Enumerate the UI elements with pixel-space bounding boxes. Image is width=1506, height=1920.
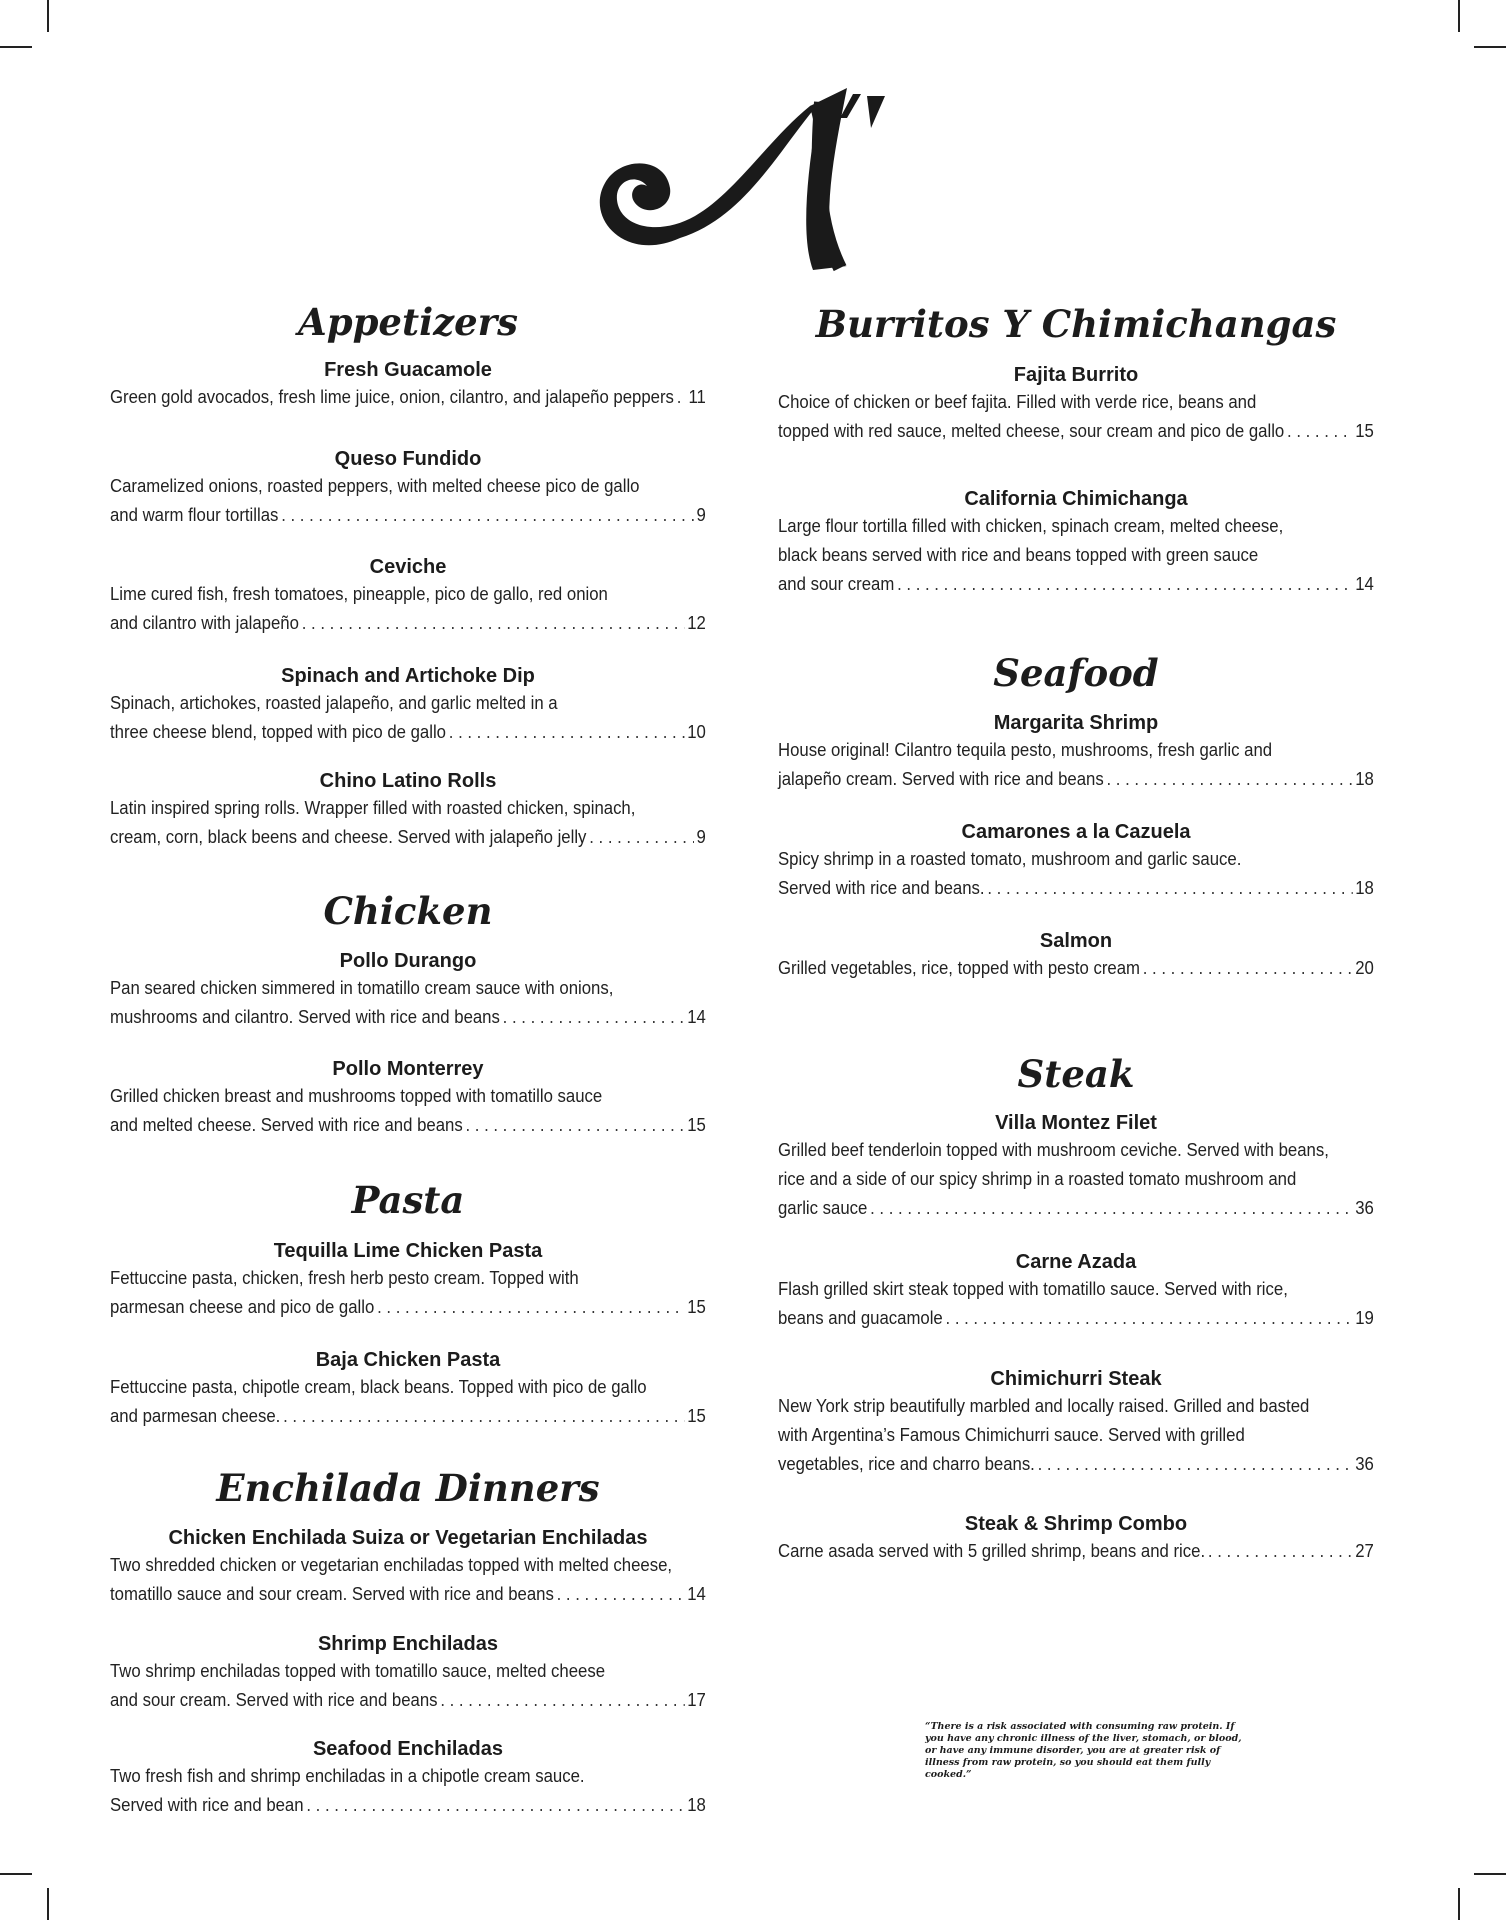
menu-item-price: 9 (696, 827, 706, 847)
menu-item-pollo-monterrey (110, 1056, 706, 1140)
menu-item-price: 18 (687, 1795, 706, 1815)
menu-item-chicken-enchilada-suiza-or-vegetarian-enchiladas (110, 1525, 706, 1609)
menu-item-name: Baja Chicken Pasta (315, 1349, 501, 1371)
menu-item-name: Fajita Burrito (1013, 364, 1139, 386)
menu-item-price-line (110, 501, 706, 530)
menu-item-price-line (110, 1003, 706, 1032)
menu-item-ceviche (110, 554, 706, 638)
menu-item-price-line (110, 1686, 706, 1715)
dot-leader (897, 570, 1352, 599)
menu-item-description: beans and guacamole (778, 1308, 943, 1328)
menu-item-description: Large flour tortilla filled with chicken, spinach cream, melted cheese, (778, 516, 1284, 536)
menu-item-price: 10 (687, 722, 706, 742)
crop-mark (0, 46, 32, 48)
menu-item-name: Villa Montez Filet (995, 1112, 1157, 1134)
menu-item-description: Grilled chicken breast and mushrooms topped with tomatillo sauce (110, 1086, 603, 1106)
menu-item-name: Pollo Monterrey (332, 1058, 484, 1080)
dot-leader (1208, 1537, 1353, 1566)
menu-item-steak-shrimp-combo (778, 1511, 1374, 1566)
menu-item-description: Two fresh fish and shrimp enchiladas in a chipotle cream sauce. (110, 1766, 585, 1786)
dot-leader (557, 1580, 685, 1609)
menu-item-price-line (110, 1580, 706, 1609)
menu-item-name: Fresh Guacamole (324, 359, 492, 381)
menu-item-price: 36 (1355, 1454, 1374, 1474)
menu-item-price-line (110, 1791, 706, 1820)
menu-item-description: vegetables, rice and charro beans. (778, 1454, 1035, 1474)
dot-leader (1287, 417, 1352, 446)
menu-item-price-line (778, 570, 1374, 599)
menu-item-description: parmesan cheese and pico de gallo (110, 1297, 375, 1317)
crop-mark (1458, 1888, 1460, 1920)
menu-item-description: Green gold avocados, fresh lime juice, onion, cilantro, and jalapeño peppers (110, 387, 674, 407)
menu-item-description: with Argentina’s Famous Chimichurri sauce. Served with grilled (778, 1425, 1245, 1445)
menu-item-description: Caramelized onions, roasted peppers, with melted cheese pico de gallo (110, 476, 640, 496)
dot-leader (1106, 765, 1352, 794)
crop-mark (47, 0, 49, 32)
menu-item-price-line (778, 417, 1374, 446)
menu-item-description: jalapeño cream. Served with rice and beans (778, 769, 1104, 789)
menu-item-price: 20 (1355, 958, 1374, 978)
menu-item-price-line (778, 1304, 1374, 1333)
dot-leader (281, 501, 694, 530)
dot-leader (465, 1111, 684, 1140)
menu-item-name: Shrimp Enchiladas (317, 1633, 499, 1655)
menu-item-price-line (778, 954, 1374, 983)
menu-item-price-line (778, 1450, 1374, 1479)
menu-item-name: Steak & Shrimp Combo (964, 1513, 1188, 1535)
menu-item-price: 15 (687, 1115, 706, 1135)
menu-item-shrimp-enchiladas (110, 1631, 706, 1715)
menu-item-description: and sour cream (778, 574, 895, 594)
menu-item-price: 19 (1355, 1308, 1374, 1328)
menu-item-price: 12 (687, 613, 706, 633)
menu-item-margarita-shrimp (778, 710, 1374, 794)
menu-item-name: Salmon (1039, 930, 1113, 952)
dot-leader (449, 718, 685, 747)
section-title-appetizers: Appetizers (297, 300, 518, 344)
menu-item-name: Spinach and Artichoke Dip (281, 665, 535, 687)
restaurant-logo (585, 88, 925, 278)
menu-item-queso-fundido (110, 446, 706, 530)
menu-item-description: tomatillo sauce and sour cream. Served with rice and beans (110, 1584, 554, 1604)
menu-item-description: garlic sauce (778, 1198, 868, 1218)
menu-item-price: 36 (1355, 1198, 1374, 1218)
menu-item-pollo-durango (110, 948, 706, 1032)
menu-item-name: Chicken Enchilada Suiza or Vegetarian Enchiladas (168, 1527, 648, 1549)
menu-item-description: Grilled vegetables, rice, topped with pesto cream (778, 958, 1140, 978)
menu-item-salmon (778, 928, 1374, 983)
menu-item-description: Flash grilled skirt steak topped with tomatillo sauce. Served with rice, (778, 1279, 1288, 1299)
section-title-seafood: Seafood (993, 651, 1159, 695)
menu-item-description: Spinach, artichokes, roasted jalapeño, and garlic melted in a (110, 693, 558, 713)
menu-item-name: Pollo Durango (339, 950, 477, 972)
menu-item-camarones-a-la-cazuela (778, 819, 1374, 903)
dot-leader (377, 1293, 684, 1322)
menu-item-price: 27 (1355, 1541, 1374, 1561)
menu-item-price: 11 (688, 387, 706, 407)
menu-item-price: 9 (696, 505, 706, 525)
dot-leader (946, 1304, 1353, 1333)
dot-leader (306, 1791, 684, 1820)
menu-item-price-line (110, 1293, 706, 1322)
menu-item-description: Grilled beef tenderloin topped with mushroom ceviche. Served with beans, (778, 1140, 1329, 1160)
menu-item-price: 18 (1355, 769, 1374, 789)
menu-item-price-line (778, 1194, 1374, 1223)
menu-item-name: Chimichurri Steak (990, 1368, 1162, 1390)
menu-item-price-line (110, 609, 706, 638)
menu-item-name: Margarita Shrimp (993, 712, 1159, 734)
menu-item-description: Two shrimp enchiladas topped with tomatillo sauce, melted cheese (110, 1661, 606, 1681)
menu-item-description: black beans served with rice and beans topped with green sauce (778, 545, 1259, 565)
crop-mark (1458, 0, 1460, 32)
crop-mark (1474, 1873, 1506, 1875)
menu-item-description: Lime cured fish, fresh tomatoes, pineapple, pico de gallo, red onion (110, 584, 608, 604)
menu-item-villa-montez-filet (778, 1110, 1374, 1223)
crop-mark (0, 1873, 32, 1875)
menu-item-price-line (110, 823, 706, 852)
menu-item-name: California Chimichanga (964, 488, 1188, 510)
raw-protein-disclaimer: “There is a risk associated with consuming raw protein. If you have any chronic illness of the liver, stomach, or blood, or have any immune disorder, you are at greater risk of illness from raw protein, so you should eat them fully cooked.” (925, 1721, 1242, 1780)
menu-item-description: New York strip beautifully marbled and locally raised. Grilled and basted (778, 1396, 1310, 1416)
menu-item-description: Served with rice and bean (110, 1795, 304, 1815)
dot-leader (283, 1402, 684, 1431)
menu-item-price: 15 (1355, 421, 1374, 441)
menu-item-description: Carne asada served with 5 grilled shrimp, beans and rice. (778, 1541, 1206, 1561)
dot-leader (1038, 1450, 1353, 1479)
menu-item-seafood-enchiladas (110, 1736, 706, 1820)
menu-item-name: Chino Latino Rolls (319, 770, 497, 792)
menu-item-description: Two shredded chicken or vegetarian enchiladas topped with melted cheese, (110, 1555, 673, 1575)
section-title-pasta: Pasta (351, 1178, 465, 1222)
menu-item-description: three cheese blend, topped with pico de gallo (110, 722, 446, 742)
menu-item-description: mushrooms and cilantro. Served with rice and beans (110, 1007, 500, 1027)
menu-item-california-chimichanga (778, 486, 1374, 599)
dot-leader (870, 1194, 1352, 1223)
menu-item-price-line (778, 765, 1374, 794)
menu-item-price-line (110, 1111, 706, 1140)
menu-item-description: and parmesan cheese. (110, 1406, 281, 1426)
menu-item-price: 18 (1355, 878, 1374, 898)
menu-item-description: Fettuccine pasta, chipotle cream, black beans. Topped with pico de gallo (110, 1377, 647, 1397)
menu-item-description: Fettuccine pasta, chicken, fresh herb pesto cream. Topped with (110, 1268, 579, 1288)
menu-item-name: Ceviche (369, 556, 447, 578)
menu-item-description: and sour cream. Served with rice and beans (110, 1690, 438, 1710)
menu-item-name: Seafood Enchiladas (312, 1738, 504, 1760)
menu-item-tequilla-lime-chicken-pasta (110, 1238, 706, 1322)
section-title-chicken: Chicken (323, 889, 493, 933)
menu-item-description: topped with red sauce, melted cheese, sour cream and pico de gallo (778, 421, 1285, 441)
menu-item-price: 15 (687, 1406, 706, 1426)
menu-item-carne-azada (778, 1249, 1374, 1333)
dot-leader (440, 1686, 684, 1715)
menu-item-price: 14 (687, 1584, 706, 1604)
dot-leader (302, 609, 685, 638)
menu-item-description: Latin inspired spring rolls. Wrapper filled with roasted chicken, spinach, (110, 798, 636, 818)
dot-leader (503, 1003, 685, 1032)
menu-item-price-line (110, 718, 706, 747)
menu-item-description: Pan seared chicken simmered in tomatillo cream sauce with onions, (110, 978, 614, 998)
dot-leader (987, 874, 1352, 903)
menu-item-name: Camarones a la Cazuela (961, 821, 1191, 843)
menu-item-price: 14 (687, 1007, 706, 1027)
dot-leader (677, 383, 686, 412)
menu-item-price-line (110, 1402, 706, 1431)
menu-item-name: Carne Azada (1015, 1251, 1137, 1273)
menu-item-description: House original! Cilantro tequila pesto, mushrooms, fresh garlic and (778, 740, 1273, 760)
section-title-burritos-y-chimichangas: Burritos Y Chimichangas (815, 302, 1337, 346)
crop-mark (47, 1888, 49, 1920)
dot-leader (589, 823, 694, 852)
menu-item-description: Choice of chicken or beef fajita. Filled with verde rice, beans and (778, 392, 1257, 412)
section-title-steak: Steak (1017, 1052, 1135, 1096)
dot-leader (1143, 954, 1353, 983)
menu-item-price-line (778, 874, 1374, 903)
menu-item-chimichurri-steak (778, 1366, 1374, 1479)
menu-item-price: 15 (687, 1297, 706, 1317)
menu-item-description: Served with rice and beans. (778, 878, 985, 898)
menu-item-chino-latino-rolls (110, 768, 706, 852)
menu-item-price-line (110, 383, 706, 412)
menu-item-description: rice and a side of our spicy shrimp in a roasted tomato mushroom and (778, 1169, 1297, 1189)
menu-item-description: and warm flour tortillas (110, 505, 279, 525)
menu-item-price: 14 (1355, 574, 1374, 594)
menu-item-name: Queso Fundido (334, 448, 482, 470)
section-title-enchilada-dinners: Enchilada Dinners (216, 1466, 600, 1510)
menu-item-baja-chicken-pasta (110, 1347, 706, 1431)
menu-item-fajita-burrito (778, 362, 1374, 446)
menu-item-price: 17 (687, 1690, 706, 1710)
menu-item-price-line (778, 1537, 1374, 1566)
menu-item-spinach-and-artichoke-dip (110, 663, 706, 747)
menu-item-description: and melted cheese. Served with rice and beans (110, 1115, 463, 1135)
menu-item-description: cream, corn, black beens and cheese. Served with jalapeño jelly (110, 827, 587, 847)
crop-mark (1474, 46, 1506, 48)
menu-item-name: Tequilla Lime Chicken Pasta (273, 1240, 543, 1262)
menu-item-fresh-guacamole (110, 357, 706, 412)
menu-item-description: and cilantro with jalapeño (110, 613, 299, 633)
menu-item-description: Spicy shrimp in a roasted tomato, mushroom and garlic sauce. (778, 849, 1242, 869)
